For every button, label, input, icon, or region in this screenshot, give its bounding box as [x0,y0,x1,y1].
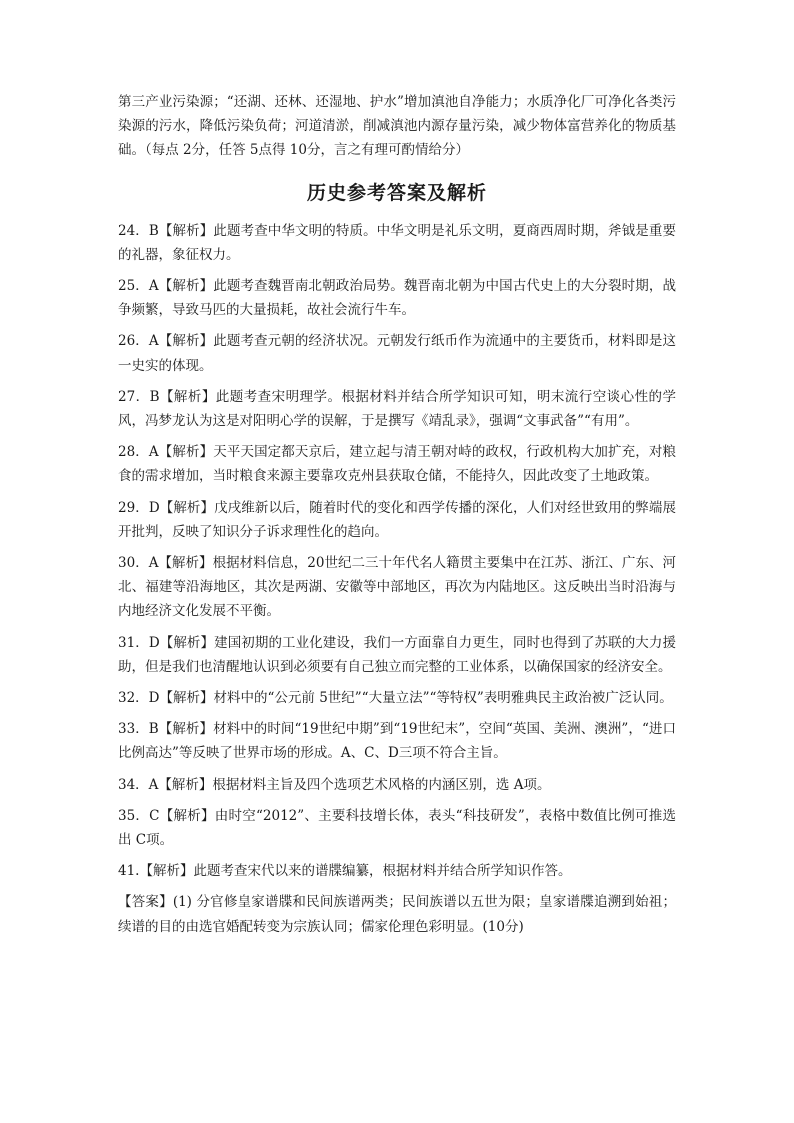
answer-item-33: 33．B【解析】材料中的时间“19世纪中期”到“19世纪末”，空间“英国、美洲、澳洲”，“进口比例高达”等反映了世界市场的形成。A、C、D三项不符合主旨。 [118,721,676,762]
answer-item-30: 30．A【解析】根据材料信息，20世纪二三十年代名人籍贯主要集中在江苏、浙江、广东、河北、福建等沿海地区，其次是两湖、安徽等中部地区，再次为内陆地区。这反映出当时沿海与内地经济文化发展不平衡。 [118,555,676,620]
section-title: 历史参考答案及解析 [306,181,487,204]
answer-list [118,219,676,884]
answer-item-28: 28．A【解析】天平天国定都天京后，建立起与清王朝对峙的政权，行政机构大加扩充，对粮食的需求增加，当时粮食来源主要靠攻克州县获取仓储，不能持久，因此改变了土地政策。 [118,444,676,485]
answer-item-27: 27．B【解析】此题考查宋明理学。根据材料并结合所学知识可知，明末流行空谈心性的学风，冯梦龙认为这是对阳明心学的误解，于是撰写《靖乱录》，强调“文事武备”“有用”。 [118,388,676,430]
answer-item-26: 26．A【解析】此题考查元朝的经济状况。元朝发行纸币作为流通中的主要货币，材料即是这一史实的体现。 [118,333,676,374]
intro-paragraph: 第三产业污染源；“还湖、还林、还湿地、护水”增加滇池自净能力；水质净化厂可净化各类污染源的污水，降低污染负荷；河道清淤，削减滇池内源存量污染，减少物体富营养化的物质基础。（每点 2分，任答 5点得 10分，言之有理可酌情给分） [118,94,676,159]
answer-item-25: 25．A【解析】此题考查魏晋南北朝政治局势。魏晋南北朝为中国古代史上的大分裂时期，战争频繁，导致马匹的大量损耗，故社会流行牛车。 [118,278,676,319]
answer-item-31: 31．D【解析】建国初期的工业化建设，我们一方面靠自力更生，同时也得到了苏联的大力援助，但是我们也清醒地认识到必须要有自己独立而完整的工业体系，以确保国家的经济安全。 [118,634,676,675]
answer-item-35: 35．C【解析】由时空“2012”、主要科技增长体，表头“科技研发”，表格中数值比例可推选出 C项。 [118,807,676,849]
answer-item-32: 32．D【解析】材料中的“公元前 5世纪”“大量立法”“等特权”表明雅典民主政治被广泛认同。 [118,690,673,707]
answer-item-34: 34．A【解析】根据材料主旨及四个选项艺术风格的内涵区别，选 A项。 [118,776,551,793]
answer-item-41: 41.【解析】此题考查宋代以来的谱牒编纂，根据材料并结合所学知识作答。 [118,863,572,880]
answer-item-24: 24．B【解析】此题考查中华文明的特质。中华文明是礼乐文明，夏商西周时期，斧钺是重要的礼器，象征权力。 [118,222,676,263]
answer-paragraph: 【答案】(1) 分官修皇家谱牒和民间族谱两类；民间族谱以五世为限；皇家谱牒追溯到始祖；续谱的目的由选官婚配转变为宗族认同；儒家伦理色彩明显。(10分) [118,894,676,935]
answer-item-29: 29．D【解析】戊戌维新以后，随着时代的变化和西学传播的深化，人们对经世致用的弊端展开批判，反映了知识分子诉求理性化的趋向。 [118,499,676,540]
